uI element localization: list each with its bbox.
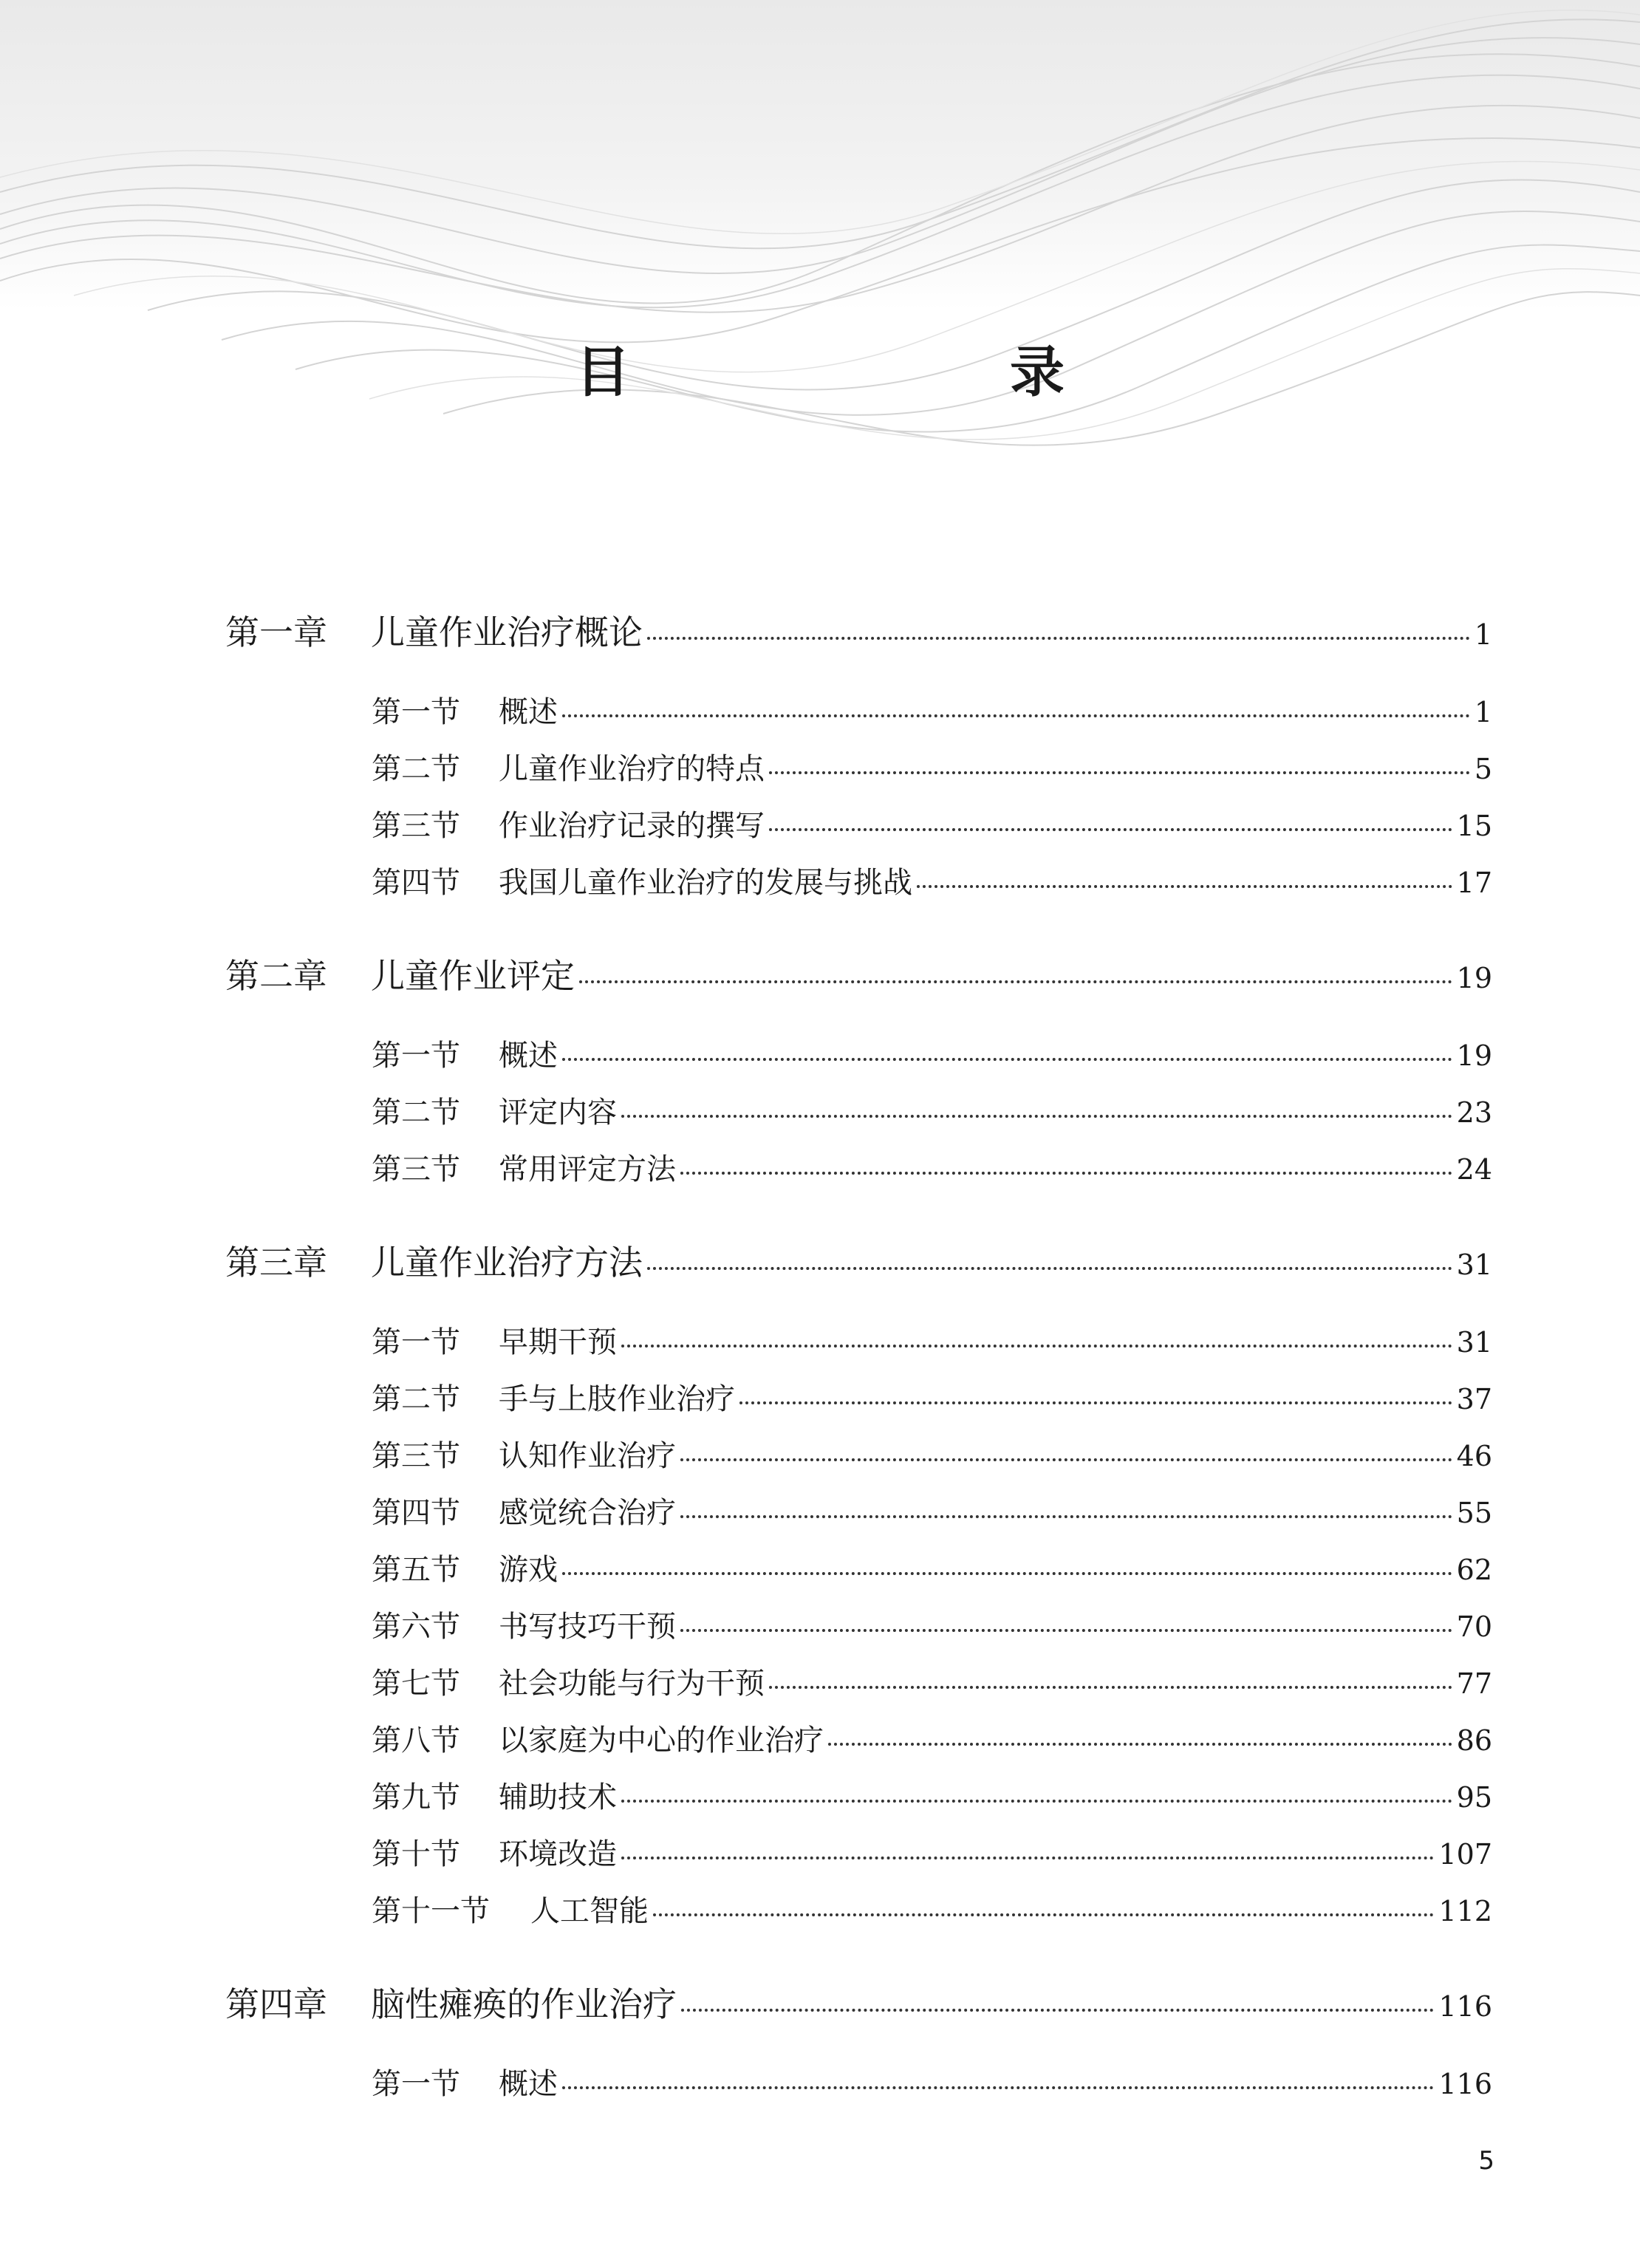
- entry-title: 游戏: [499, 1553, 558, 1587]
- entry-page-number: 31: [1456, 1249, 1492, 1281]
- dot-leader: [680, 1458, 1452, 1461]
- dot-leader: [621, 1115, 1452, 1118]
- entry-title: 脑性瘫痪的作业治疗: [371, 1984, 677, 2024]
- toc-section-entry[interactable]: [372, 1032, 1492, 1074]
- entry-label: 第二节: [372, 752, 460, 786]
- toc-section-entry[interactable]: [372, 1831, 1492, 1873]
- entry-title: 以家庭为中心的作业治疗: [499, 1724, 824, 1758]
- toc-section-entry[interactable]: [372, 1660, 1492, 1702]
- toc-section-entry[interactable]: [372, 1546, 1492, 1588]
- toc-section-entry[interactable]: [372, 1319, 1492, 1361]
- entry-page-number: 1: [1474, 696, 1492, 728]
- entry-title: 书写技巧干预: [499, 1610, 676, 1644]
- entry-page-number: 1: [1474, 618, 1492, 651]
- entry-page-number: 19: [1456, 962, 1492, 994]
- entry-label: 第五节: [372, 1553, 460, 1587]
- entry-page-number: 5: [1474, 753, 1492, 785]
- entry-title: 概述: [499, 695, 558, 729]
- entry-page-number: 95: [1456, 1781, 1492, 1814]
- dot-leader: [739, 1401, 1452, 1404]
- dot-leader: [562, 1572, 1452, 1575]
- dot-leader: [769, 828, 1452, 831]
- entry-label: 第三章: [225, 1243, 327, 1282]
- entry-title: 手与上肢作业治疗: [499, 1382, 735, 1416]
- entry-title: 环境改造: [499, 1837, 617, 1871]
- entry-title: 儿童作业治疗方法: [371, 1243, 643, 1282]
- dot-leader: [653, 1913, 1434, 1916]
- entry-page-number: 24: [1456, 1153, 1492, 1186]
- entry-page-number: 15: [1456, 810, 1492, 842]
- dot-leader: [680, 1629, 1452, 1632]
- entry-label: 第二章: [225, 956, 327, 996]
- entry-page-number: 116: [1438, 2068, 1492, 2100]
- toc-chapter-entry[interactable]: [225, 606, 1492, 655]
- entry-label: 第一节: [372, 1325, 460, 1359]
- entry-title: 早期干预: [499, 1325, 617, 1359]
- entry-label: 第一节: [372, 695, 460, 729]
- toc-section-entry[interactable]: [372, 1432, 1492, 1475]
- entry-label: 第四节: [372, 866, 460, 900]
- entry-title: 儿童作业评定: [371, 956, 575, 996]
- toc-section-entry[interactable]: [372, 1888, 1492, 1930]
- entry-title: 社会功能与行为干预: [499, 1667, 765, 1701]
- entry-label: 第十节: [372, 1837, 460, 1871]
- toc-chapter-entry[interactable]: [225, 1236, 1492, 1285]
- dot-leader: [621, 1345, 1452, 1348]
- entry-page-number: 86: [1456, 1724, 1492, 1757]
- entry-label: 第二节: [372, 1382, 460, 1416]
- entry-label: 第二节: [372, 1096, 460, 1130]
- entry-label: 第九节: [372, 1780, 460, 1814]
- dot-leader: [562, 1058, 1452, 1061]
- page-number: 5: [1478, 2146, 1494, 2176]
- entry-title: 儿童作业治疗的特点: [499, 752, 765, 786]
- dot-leader: [917, 885, 1452, 888]
- toc-section-entry[interactable]: [372, 1603, 1492, 1645]
- entry-page-number: 23: [1456, 1096, 1492, 1129]
- entry-title: 作业治疗记录的撰写: [499, 809, 765, 843]
- entry-title: 概述: [499, 1039, 558, 1073]
- entry-label: 第四节: [372, 1496, 460, 1530]
- entry-label: 第三节: [372, 809, 460, 843]
- entry-title: 概述: [499, 2067, 558, 2101]
- toc-section-entry[interactable]: [372, 2060, 1492, 2103]
- dot-leader: [562, 2086, 1434, 2089]
- entry-title: 我国儿童作业治疗的发展与挑战: [499, 866, 912, 900]
- entry-page-number: 37: [1456, 1383, 1492, 1415]
- toc-section-entry[interactable]: [372, 1089, 1492, 1131]
- entry-label: 第四章: [225, 1984, 327, 2024]
- entry-page-number: 112: [1438, 1895, 1492, 1927]
- entry-label: 第一章: [225, 612, 327, 652]
- dot-leader: [680, 1172, 1452, 1175]
- dot-leader: [828, 1743, 1452, 1746]
- toc-section-entry[interactable]: [372, 689, 1492, 731]
- dot-leader: [680, 1515, 1452, 1518]
- dot-leader: [579, 980, 1452, 983]
- entry-label: 第一节: [372, 2067, 460, 2101]
- toc-section-entry[interactable]: [372, 1717, 1492, 1759]
- entry-label: 第六节: [372, 1610, 460, 1644]
- entry-page-number: 31: [1456, 1326, 1492, 1359]
- toc-section-entry[interactable]: [372, 859, 1492, 901]
- entry-page-number: 55: [1456, 1497, 1492, 1529]
- toc-chapter-entry[interactable]: [225, 1978, 1492, 2026]
- entry-label: 第七节: [372, 1667, 460, 1701]
- entry-title: 人工智能: [530, 1894, 649, 1928]
- entry-page-number: 70: [1456, 1611, 1492, 1643]
- entry-title: 辅助技术: [499, 1780, 617, 1814]
- dot-leader: [621, 1857, 1434, 1859]
- entry-label: 第八节: [372, 1724, 460, 1758]
- entry-label: 第三节: [372, 1152, 460, 1186]
- entry-page-number: 19: [1456, 1039, 1492, 1072]
- toc-section-entry[interactable]: [372, 745, 1492, 788]
- entry-title: 认知作业治疗: [499, 1439, 676, 1473]
- entry-title: 儿童作业治疗概论: [371, 612, 643, 652]
- dot-leader: [681, 2009, 1434, 2012]
- toc-section-entry[interactable]: [372, 802, 1492, 844]
- toc-section-entry[interactable]: [372, 1146, 1492, 1188]
- entry-page-number: 116: [1438, 1990, 1492, 2023]
- entry-page-number: 107: [1438, 1838, 1492, 1871]
- toc-section-entry[interactable]: [372, 1774, 1492, 1816]
- entry-page-number: 62: [1456, 1554, 1492, 1586]
- dot-leader: [562, 714, 1470, 717]
- toc-section-entry[interactable]: [372, 1489, 1492, 1531]
- entry-page-number: 46: [1456, 1440, 1492, 1472]
- entry-label: 第一节: [372, 1039, 460, 1073]
- entry-title: 常用评定方法: [499, 1152, 676, 1186]
- dot-leader: [769, 771, 1470, 774]
- dot-leader: [647, 637, 1470, 640]
- dot-leader: [769, 1686, 1452, 1689]
- entry-title: 感觉统合治疗: [499, 1496, 676, 1530]
- dot-leader: [647, 1267, 1452, 1270]
- entry-label: 第三节: [372, 1439, 460, 1473]
- entry-label: 第十一节: [372, 1894, 490, 1928]
- entry-page-number: 17: [1456, 867, 1492, 899]
- entry-title: 评定内容: [499, 1096, 617, 1130]
- toc-section-entry[interactable]: [372, 1376, 1492, 1418]
- dot-leader: [621, 1800, 1452, 1803]
- entry-page-number: 77: [1456, 1667, 1492, 1700]
- toc-chapter-entry[interactable]: [225, 949, 1492, 998]
- page-title: 目 录: [575, 341, 1227, 404]
